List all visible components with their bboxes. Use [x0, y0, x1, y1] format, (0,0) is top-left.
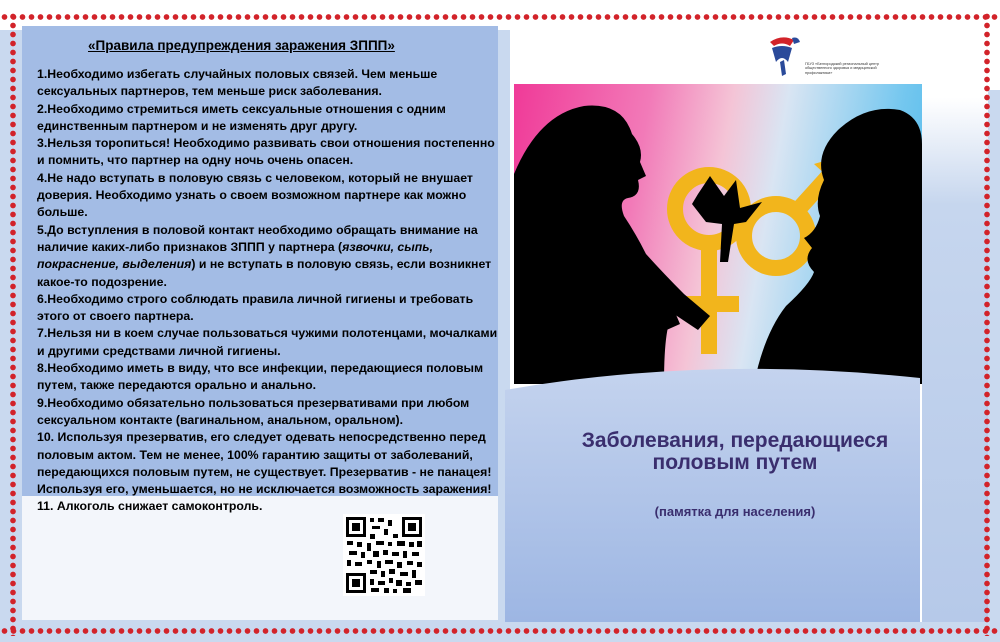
logo-caption: ГБУЗ «Белгородский региональный центр общественного здоровья и медицинской профилактики» [805, 62, 880, 75]
right-edge-panel [918, 26, 988, 622]
rule-item: 2.Необходимо стремиться иметь сексуальные отношения с одним единственным партнером и не изменять друг другу. [37, 101, 446, 133]
heart-border-top [0, 12, 1000, 22]
rule-item [37, 222, 499, 291]
rule-italic-symptoms: язвочки, сыпь, покраснение, выделения [37, 239, 433, 272]
rule-text: ) и не вступать в половую связь, если возникнет какое-то подозрение. [37, 257, 492, 289]
heart-border-right [982, 12, 992, 636]
organization-logo-icon [764, 30, 884, 90]
rules-title: «Правила предупреждения заражения ЗППП» [88, 38, 395, 53]
cover-blue-banner [505, 360, 920, 622]
heart-border-bottom [0, 626, 1000, 636]
rule-item: 1.Необходимо избегать случайных половых связей. Чем меньше сексуальных партнеров, тем меньше риск заболевания. [37, 67, 438, 99]
brochure-subtitle: (памятка для населения) [654, 504, 816, 519]
rule-item: 4.Не надо вступать в половую связь с человеком, который не внушает доверия. Необходимо узнать о своем возможном партнере как можно больше. [37, 170, 473, 220]
rule-item: 8.Необходимо иметь в виду, что все инфекции, передающиеся половым путем, также передаются орально и анально. [37, 361, 484, 393]
rule-item: 11. Алкоголь снижает самоконтроль. [37, 499, 263, 514]
brochure-title: Заболевания, передающиеся половым путем [581, 429, 889, 474]
rule-item: 3.Нельзя торопиться! Необходимо развивать свои отношения постепенно и помнить, что партнер на одну ночь очень опасен. [37, 136, 495, 168]
rule-text: 5.До вступления в половой контакт необходимо обращать внимание на наличие каких-либо признаков ЗППП у партнера ( [37, 222, 478, 254]
heart-border-left [8, 12, 18, 636]
qr-code-icon[interactable] [343, 514, 425, 596]
rule-item: 6.Необходимо строго соблюдать правила личной гигиены и требовать этого от своего партнера. [37, 291, 474, 324]
rules-list [37, 66, 499, 516]
silhouettes-gender-symbols-image [514, 84, 922, 384]
rule-item: 9.Необходимо обязательно пользоваться презервативами при любом сексуальном контакте (вагинальном, анальном, оральном). [37, 395, 470, 427]
rule-item: 7.Нельзя ни в коем случае пользоваться чужими полотенцами, мочалками и другими средствами личной гигиены. [37, 326, 498, 358]
rule-item: 10. Используя презерватив, его следует одевать непосредственно перед половым актом. Тем не менее, 100% гарантию защиты от заболеваний, передающихся половым путем, не существует. Презерватив - не панацея! Используя его, уменьшается, но не исключается возможность заражения! [37, 430, 492, 497]
